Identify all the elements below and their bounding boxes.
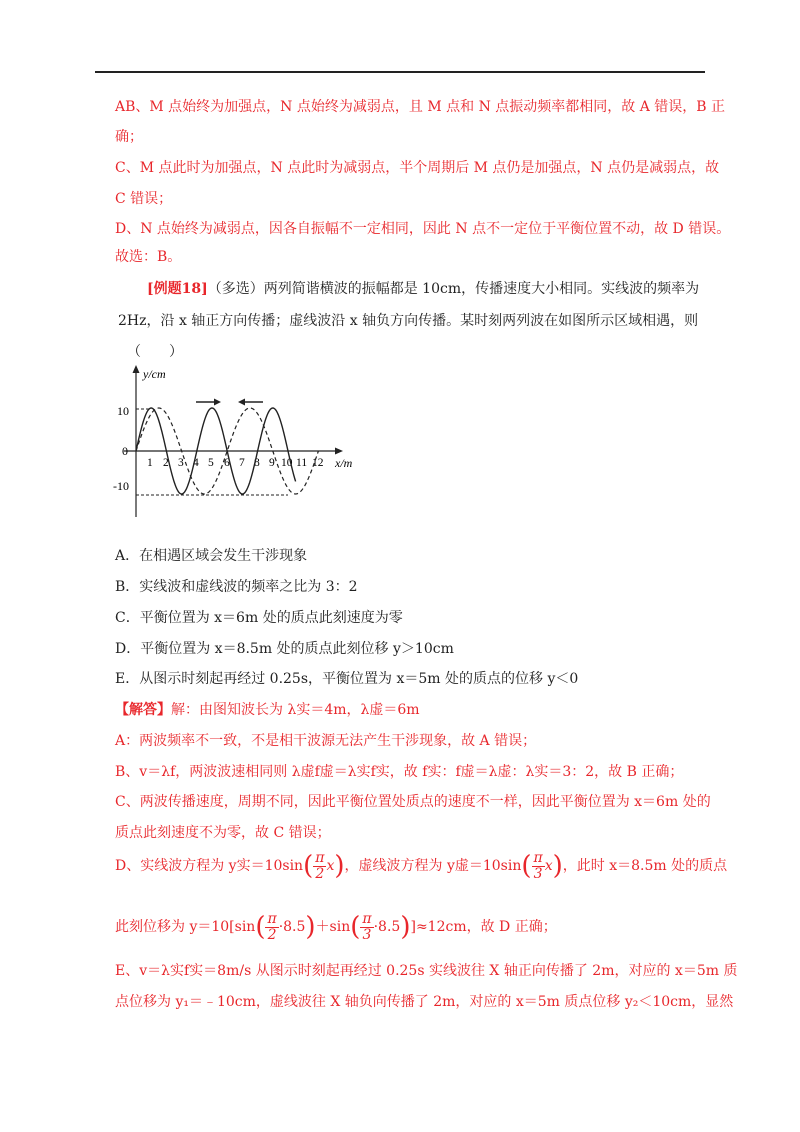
solution-d-line2: 此刻位移为 y＝10[sin( $\frac{\pi}{2}$ ·8.5)＋sin( $\frac{\pi}{3}$ ·8.5)]≈12cm，故 D 正确； xyxy=(115,910,557,943)
option-c: C．平衡位置为 x＝6m 处的质点此刻速度为零 xyxy=(115,610,403,626)
d2-pre: 此刻位移为 y＝10[sin xyxy=(115,919,256,935)
option-a: A．在相遇区域会发生干涉现象 xyxy=(115,548,308,564)
x-tick-7: 7 xyxy=(239,457,245,469)
d-mid: ，虚线波方程为 y虚＝10sin xyxy=(344,858,522,874)
d2-frac1: $\frac{\pi}{2}$ xyxy=(267,910,277,943)
solution-c-line2: 质点此刻速度不为零，故 C 错误； xyxy=(115,825,331,841)
prev-answer: 故选：B。 xyxy=(115,249,182,265)
x-tick-8: 8 xyxy=(254,457,260,469)
option-b: B．实线波和虚线波的频率之比为 3：2 xyxy=(115,579,358,595)
x-axis-label: x/m xyxy=(335,456,353,470)
solution-head-text: 解：由图知波长为 λ实＝4m，λ虚＝6m xyxy=(171,702,420,718)
y-tick-bottom: -10 xyxy=(113,479,129,493)
left-arrow-head xyxy=(238,399,245,406)
x-axis-arrow xyxy=(335,448,343,455)
prev-c-line2: C 错误； xyxy=(115,191,173,207)
d-frac1: $\frac{\pi}{2}$ xyxy=(315,849,325,882)
x-tick-labels xyxy=(147,457,324,469)
solution-b: B、v＝λf，两波波速相同则 λ虚f虚＝λ实f实，故 f实：f虚＝λ虚：λ实＝3：2，故 B 正确； xyxy=(115,764,684,780)
x-tick-6: 6 xyxy=(224,457,230,469)
wave-figure xyxy=(110,362,370,522)
d-post: ，此时 x＝8.5m 处的质点 xyxy=(562,858,728,874)
x-tick-9: 9 xyxy=(269,457,275,469)
option-e: E．从图示时刻起再经过 0.25s，平衡位置为 x＝5m 处的质点的位移 y＜0 xyxy=(115,671,579,687)
d2-frac2: $\frac{\pi}{3}$ xyxy=(362,910,372,943)
x-tick-3: 3 xyxy=(178,457,184,469)
prev-ab-line2: 确； xyxy=(115,129,143,145)
option-d: D．平衡位置为 x＝8.5m 处的质点此刻位移 y＞10cm xyxy=(115,641,454,657)
solution-tag: 【解答】 xyxy=(115,702,171,718)
d-frac2: $\frac{\pi}{3}$ xyxy=(533,849,543,882)
d2-post: ]≈12cm，故 D 正确； xyxy=(410,919,557,935)
x-tick-12: 12 xyxy=(312,457,324,469)
x-tick-11: 11 xyxy=(296,457,308,469)
solution-head xyxy=(115,700,420,720)
question-tag: [例题18] xyxy=(147,281,208,297)
question-line2: 2Hz，沿 x 轴正方向传播；虚线波沿 x 轴负方向传播。某时刻两列波在如图所示区域相遇，则 xyxy=(118,313,699,329)
x-tick-5: 5 xyxy=(208,457,214,469)
y-axis-label: y/cm xyxy=(143,367,166,381)
x-tick-4: 4 xyxy=(193,457,199,469)
solution-d-line1: D、实线波方程为 y实＝10sin( $\frac{\pi}{2}$ x)，虚线波方程为 y虚＝10sin( $\frac{\pi}{3}$ x)，此时 x＝8.5m 处的质点 xyxy=(115,849,728,882)
prev-d-line: D、N 点始终为减弱点，因各自振幅不一定相同，因此 N 点不一定位于平衡位置不动，故 D 错误。 xyxy=(115,221,731,237)
y-axis-arrow xyxy=(133,365,140,373)
d-pre: D、实线波方程为 y实＝10sin xyxy=(115,858,304,874)
header-rule xyxy=(95,71,705,73)
solution-e-line2: 点位移为 y₁＝﹣10cm，虚线波往 X 轴负向传播了 2m，对应的 x＝5m 质点位移 y₂＜10cm，显然 xyxy=(115,994,734,1010)
origin-label: 0 xyxy=(122,444,128,458)
prev-c-line1: C、M 点此时为加强点，N 点此时为减弱点，半个周期后 M 点仍是加强点，N 点仍是减弱点，故 xyxy=(115,160,720,176)
question-line3: （ ） xyxy=(127,344,183,360)
x-tick-10: 10 xyxy=(281,457,293,469)
right-arrow-head xyxy=(214,399,221,406)
x-tick-1: 1 xyxy=(147,457,153,469)
question-line1 xyxy=(147,279,699,299)
solution-a: A：两波频率不一致，不是相干波源无法产生干涉现象，故 A 错误； xyxy=(115,733,537,749)
prev-ab-line1: AB、M 点始终为加强点，N 点始终为减弱点，且 M 点和 N 点振动频率都相同，故 A 错误，B 正 xyxy=(115,99,726,115)
x-tick-2: 2 xyxy=(163,457,169,469)
y-tick-top: 10 xyxy=(117,404,129,418)
question-text1: （多选）两列简谐横波的振幅都是 10cm，传播速度大小相同。实线波的频率为 xyxy=(207,281,700,297)
d2-plus: ＋sin xyxy=(315,919,351,935)
solution-c-line1: C、两波传播速度，周期不同，因此平衡位置处质点的速度不一样，因此平衡位置为 x＝6m 处的 xyxy=(115,794,711,810)
solution-e-line1: E、v＝λ实f实＝8m/s 从图示时刻起再经过 0.25s 实线波往 X 轴正向传播了 2m，对应的 x＝5m 质 xyxy=(115,963,738,979)
